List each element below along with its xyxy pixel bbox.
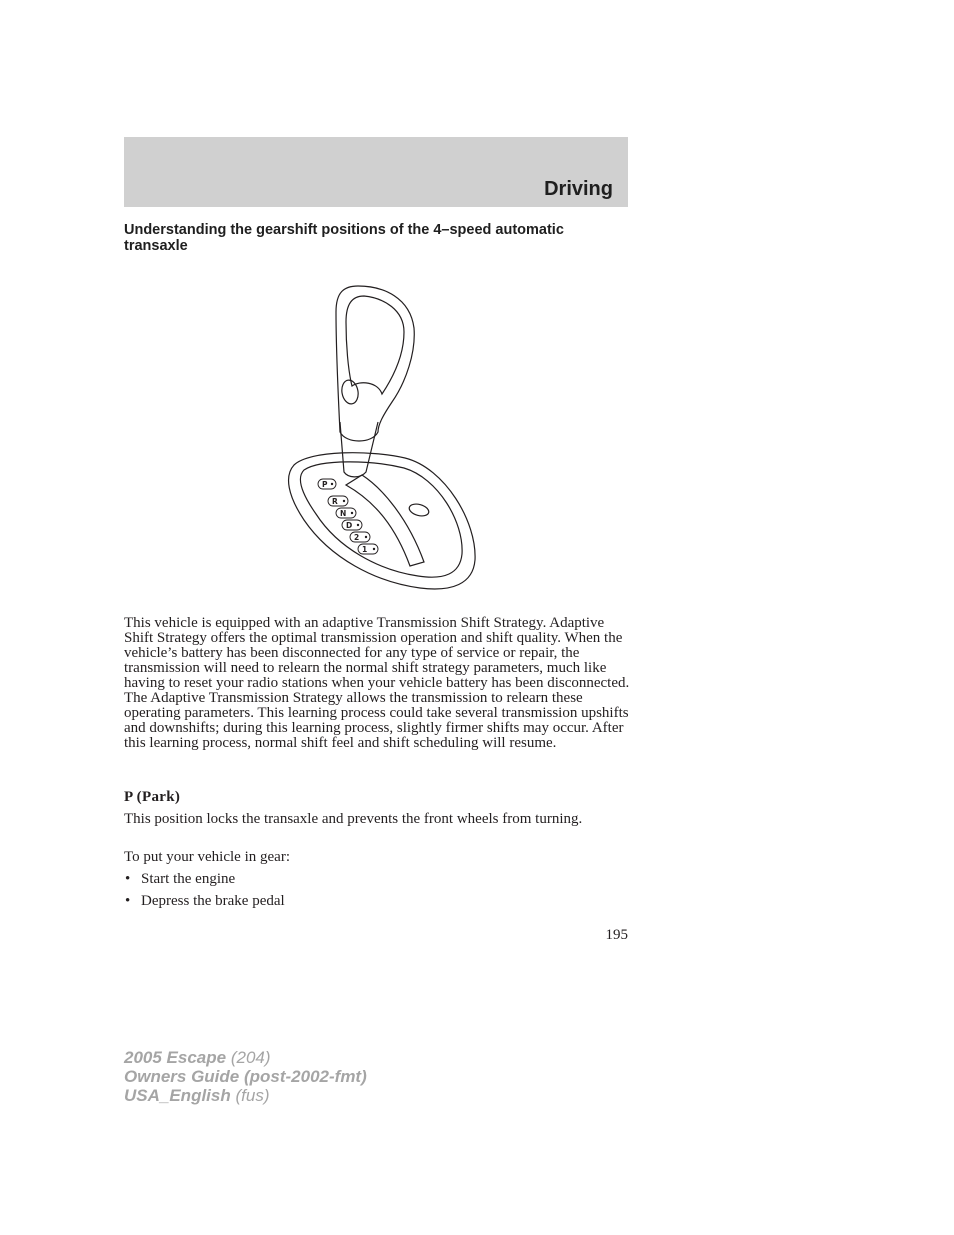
list-item: [124, 894, 628, 916]
gear-label-r: [328, 496, 348, 506]
gear-gate-slot: [346, 475, 424, 566]
page-number: 195: [605, 927, 628, 943]
shifter-base-outer: [289, 453, 476, 589]
shifter-release-button: [340, 379, 360, 405]
svg-text:N: N: [340, 509, 347, 518]
gear-label-n: [336, 508, 356, 518]
gearshift-illustration: [280, 282, 480, 594]
footer-model-code: (204): [230, 1048, 271, 1067]
svg-text:D: D: [346, 521, 353, 530]
subheading-park: P (Park): [124, 789, 181, 805]
paragraph-park: This position locks the transaxle and prevents the front wheels from turning.: [124, 811, 583, 827]
gate-oval-marker: [408, 502, 430, 518]
footer-line-1: [124, 1048, 367, 1067]
section-title: Driving: [544, 178, 613, 200]
footer-locale-code: (fus): [235, 1086, 270, 1105]
paragraph-adaptive-shift: This vehicle is equipped with an adaptive Transmission Shift Strategy. Adaptive Shift Strategy offers the optimal transmission operation and shift quality. When the vehicle’s battery has been disconnected for any type of service or repair, the transmission will need to relearn the normal shift strategy parameters, much like having to reset your radio stations when your vehicle battery has been disconnected. The Adaptive Transmission Strategy allows the transmission to relearn these operating parameters. This learning process could take several transmission upshifts and downshifts; during this learning process, slightly firmer shifts may occur. After this learning process, normal shift feel and shift scheduling will resume.: [124, 615, 630, 751]
section-header-band: [124, 137, 628, 207]
list-item-text: Depress the brake pedal: [141, 893, 285, 909]
svg-text:2: 2: [354, 533, 360, 542]
gear-label-1: [358, 544, 378, 554]
footer-line-2: [124, 1067, 367, 1086]
svg-text:P: P: [322, 480, 328, 489]
document-footer: [124, 1048, 367, 1105]
list-item-text: Start the engine: [141, 871, 236, 887]
svg-text:R: R: [332, 497, 338, 506]
footer-model: 2005 Escape: [124, 1048, 227, 1067]
gear-label-2: [350, 532, 370, 542]
bullet-list: [124, 872, 628, 916]
bullet-icon: •: [125, 893, 131, 909]
footer-guide: Owners Guide (post-2002-fmt): [124, 1067, 367, 1086]
shifter-stem: [340, 422, 378, 477]
paragraph-gear-intro: To put your vehicle in gear:: [124, 849, 290, 865]
gear-label-p: [318, 479, 336, 489]
svg-text:1: 1: [362, 545, 368, 554]
shifter-handle-inner: [346, 296, 404, 394]
footer-locale: USA_English: [124, 1086, 231, 1105]
gear-label-d: [342, 520, 362, 530]
footer-line-3: [124, 1086, 367, 1105]
list-item: [124, 872, 628, 894]
bullet-icon: •: [125, 871, 131, 887]
page-heading: Understanding the gearshift positions of the 4–speed automatic transaxle: [124, 222, 564, 254]
